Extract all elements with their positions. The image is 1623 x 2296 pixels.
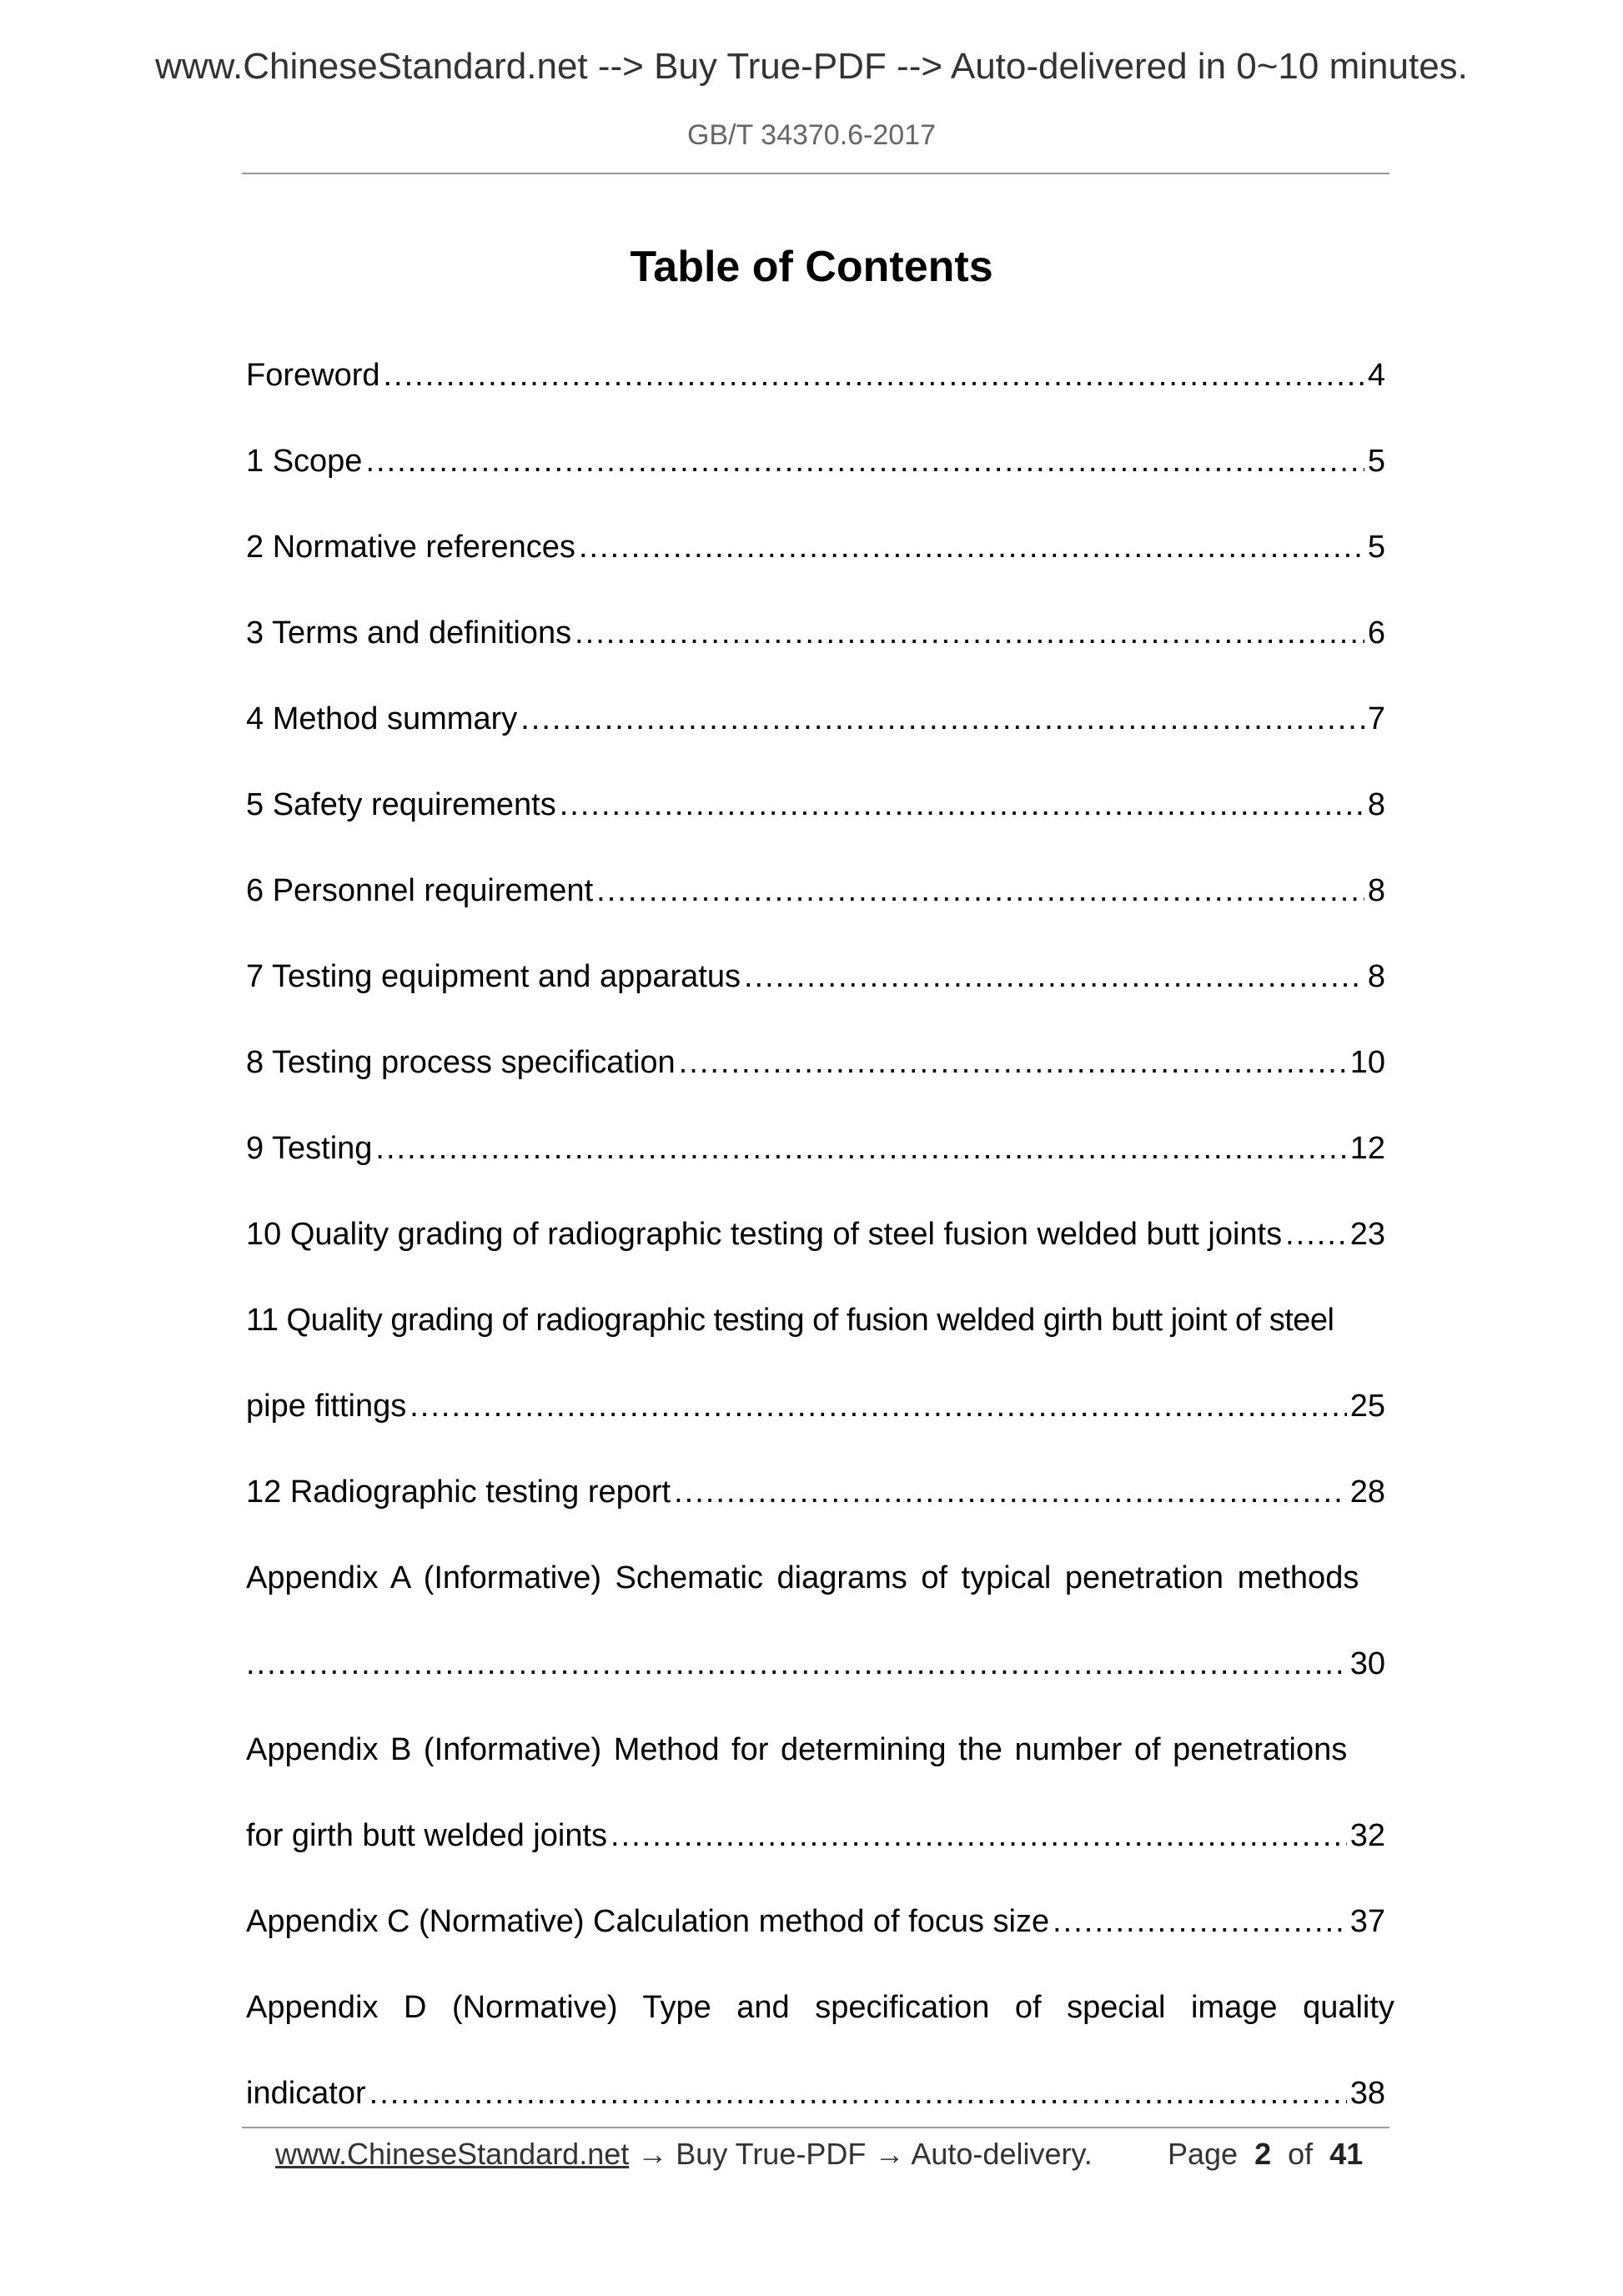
toc-entry-quality-grading-girth-line2[interactable] [246,1381,1385,1431]
document-id: GB/T 34370.6-2017 [686,119,937,151]
toc-entry-page: 5 [1367,444,1385,479]
toc-entry-normative-references[interactable] [246,522,1385,572]
footer-divider [242,2127,1389,2128]
page-number: 2 [1254,2137,1272,2171]
toc-entry-method-summary[interactable] [246,694,1385,744]
toc-entry-page: 25 [1349,1389,1385,1424]
dot-leader [246,1639,1347,1689]
toc-entry-page: 8 [1367,873,1385,908]
toc-entry-testing-equipment[interactable] [246,952,1385,1002]
toc-entry-page: 8 [1367,787,1385,822]
toc-entry-page: 8 [1367,959,1385,994]
toc-entry-personnel-requirement[interactable] [246,866,1385,916]
toc-entry-label: Appendix B (Informative) Method for determining the number of penetrations [246,1732,1348,1767]
page-indicator [1168,2133,1363,2175]
toc-entry-page: 12 [1349,1131,1385,1166]
dot-leader [679,1037,1347,1088]
dot-leader [744,952,1364,1002]
dot-leader [375,1123,1346,1173]
toc-entry-appendix-b-line2[interactable] [246,1811,1385,1861]
toc-entry-label: 6 Personnel requirement [246,873,594,908]
header-divider [242,173,1389,174]
toc-entry-safety-requirements[interactable] [246,780,1385,830]
header-banner: www.ChineseStandard.net --> Buy True-PDF --> Auto-delivered in 0~10 minutes. [155,46,1468,87]
toc-entry-label: Appendix C (Normative) Calculation method of focus size [246,1904,1050,1939]
footer-buy-text: Buy True-PDF [676,2137,867,2171]
toc-entry-quality-grading-girth-line1[interactable] [246,1295,1385,1345]
toc-entry-label: 10 Quality grading of radiographic testing of steel fusion welded butt joints [246,1217,1283,1252]
page-total: 41 [1329,2137,1364,2171]
toc-entry-label: pipe fittings [246,1389,407,1424]
toc-entry-label: 7 Testing equipment and apparatus [246,959,741,994]
page-label: Page [1168,2137,1239,2171]
toc-entry-appendix-d-line1[interactable] [246,1982,1394,2032]
toc-entry-testing[interactable] [246,1123,1385,1173]
toc-entry-page: 10 [1349,1045,1385,1080]
dot-leader [410,1381,1346,1431]
footer-promo [275,2133,1093,2175]
toc-entry-page: 37 [1349,1904,1385,1939]
toc-entry-label: 5 Safety requirements [246,787,556,822]
dot-leader [560,780,1364,830]
toc-entry-scope[interactable] [246,436,1385,486]
toc-entry-label: 1 Scope [246,444,363,479]
toc-entry-page: 23 [1349,1217,1385,1252]
toc-entry-appendix-c[interactable] [246,1897,1385,1947]
dot-leader [365,436,1364,486]
toc-entry-page: 7 [1367,701,1385,736]
toc-entry-page: 6 [1367,615,1385,651]
toc-entry-label: 8 Testing process specification [246,1045,676,1080]
dot-leader [674,1467,1347,1517]
footer-link[interactable]: www.ChineseStandard.net [275,2137,630,2171]
dot-leader [611,1811,1347,1861]
toc-entry-page: 30 [1349,1646,1385,1681]
toc-entry-label: Appendix D (Normative) Type and specification of special image quality [246,1990,1394,2025]
toc-entry-label: 12 Radiographic testing report [246,1475,671,1510]
toc-entry-appendix-a-line2[interactable] [246,1639,1385,1689]
toc-entry-page: 32 [1349,1818,1385,1853]
dot-leader [596,866,1364,916]
footer-auto-text: Auto-delivery. [911,2137,1093,2171]
dot-leader [384,350,1364,400]
dot-leader [520,694,1364,744]
page-title: Table of Contents [630,243,993,291]
toc-entry-testing-process[interactable] [246,1037,1385,1088]
toc-entry-label: indicator [246,2076,366,2111]
toc-entry-page: 5 [1367,530,1385,565]
dot-leader [369,2068,1347,2118]
toc-entry-appendix-b-line1[interactable] [246,1725,1385,1775]
toc-entry-foreword[interactable] [246,350,1385,400]
arrow-right-icon: → [637,2137,668,2171]
toc-entry-label: 4 Method summary [246,701,518,736]
toc-entry-label: 3 Terms and definitions [246,615,572,651]
of-label: of [1288,2137,1314,2171]
toc-entry-appendix-a-line1[interactable] [246,1553,1385,1603]
toc-entry-label: Appendix A (Informative) Schematic diagrams of typical penetration methods [246,1560,1359,1595]
toc-entry-page: 4 [1367,358,1385,393]
toc-entry-label: 11 Quality grading of radiographic testing of fusion welded girth butt joint of steel [246,1303,1334,1338]
toc-entry-quality-grading-butt[interactable] [246,1209,1385,1259]
dot-leader [579,522,1364,572]
toc-entry-page: 38 [1349,2076,1385,2111]
toc-entry-appendix-d-line2[interactable] [246,2068,1385,2118]
arrow-right-icon: → [874,2137,905,2171]
toc-entry-label: for girth butt welded joints [246,1818,608,1853]
dot-leader [1285,1209,1347,1259]
dot-leader [1053,1897,1347,1947]
toc-entry-label: 2 Normative references [246,530,575,565]
dot-leader [575,608,1364,658]
toc-entry-label: Foreword [246,358,380,393]
toc-entry-label: 9 Testing [246,1131,373,1166]
toc-entry-page: 28 [1349,1475,1385,1510]
toc-entry-terms-definitions[interactable] [246,608,1385,658]
toc-entry-radiographic-report[interactable] [246,1467,1385,1517]
